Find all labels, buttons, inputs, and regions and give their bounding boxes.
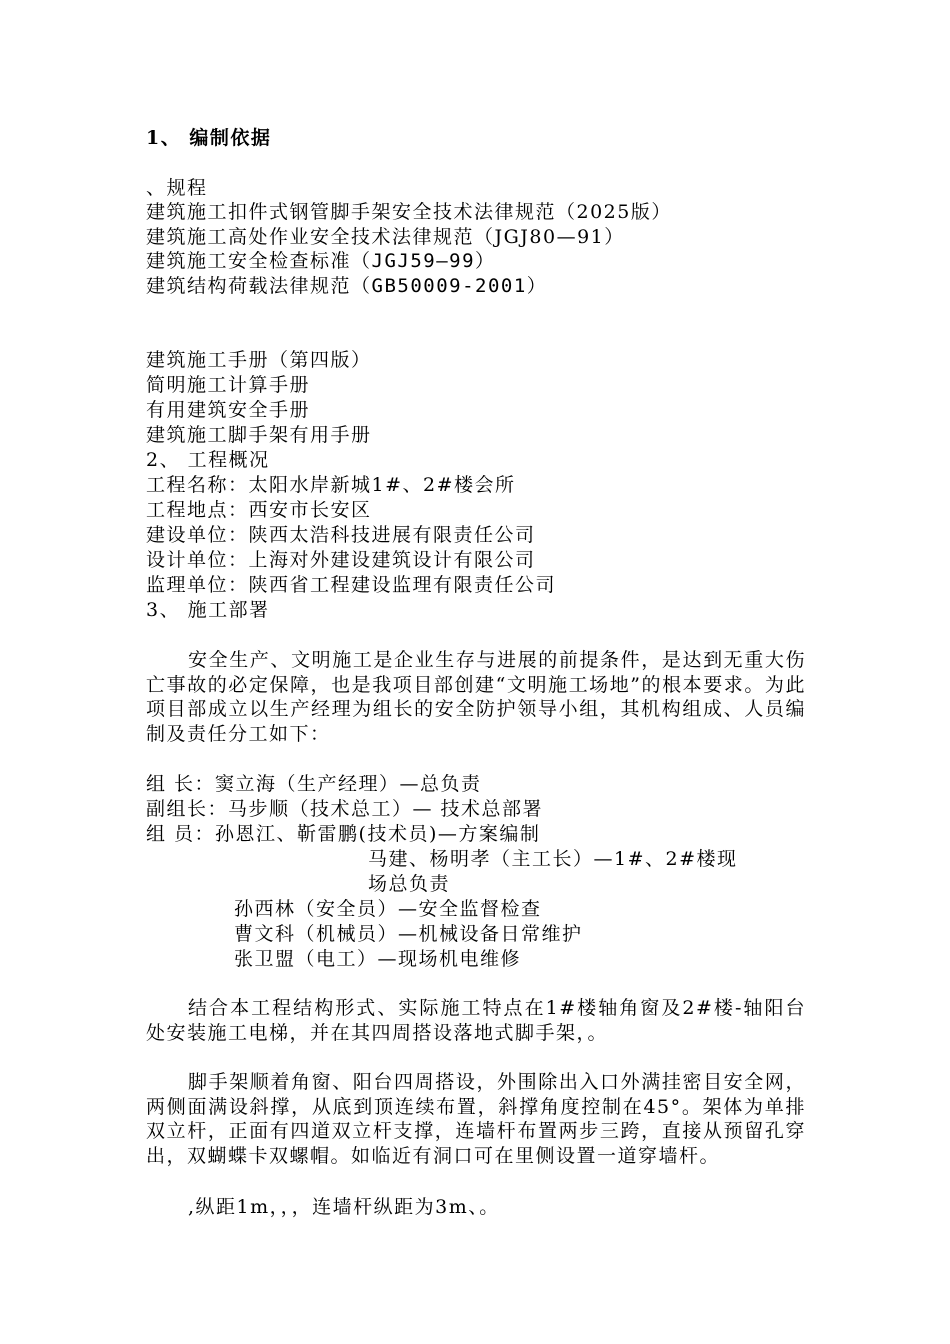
intro-paragraph: 安全生产、文明施工是企业生存与进展的前提条件，是达到无重大伤亡事故的必定保障，也是我项目部创建“文明施工场地”的根本要求。为此项目部成立以生产经理为组长的安全防护领导小组，其机构组成、人员编制及责任分工如下： <box>146 649 806 745</box>
standards-subheading: 、规程 <box>146 177 208 199</box>
team-member-continued: 场总负责 <box>368 873 451 895</box>
team-deputy: 副组长：马步顺（技术总工）— 技术总部署 <box>146 798 544 820</box>
reference-book: 建筑施工手册（第四版） <box>146 349 372 371</box>
team-member: 组 员：孙恩江、靳雷鹏(技术员)—方案编制 <box>146 823 541 845</box>
team-member: 孙西林（安全员）—安全监督检查 <box>234 898 542 920</box>
spacing-paragraph: ,纵距1m，，，连墙杆纵距为3m、。 <box>188 1196 500 1218</box>
team-member: 马建、杨明孝（主工长）—1#、2#楼现 <box>368 848 738 870</box>
team-leader: 组 长：窦立海（生产经理）—总负责 <box>146 773 482 795</box>
supervision-unit: 监理单位：陕西省工程建设监理有限责任公司 <box>146 574 557 596</box>
section2-heading: 2、 工程概况 <box>146 449 270 471</box>
design-unit: 设计单位：上海对外建设建筑设计有限公司 <box>146 549 536 571</box>
standard-item: 建筑结构荷载法律规范（GB50009-2001） <box>146 275 548 297</box>
section3-heading: 3、 施工部署 <box>146 599 270 621</box>
team-member: 曹文科（机械员）—机械设备日常维护 <box>234 923 583 945</box>
reference-book: 建筑施工脚手架有用手册 <box>146 424 372 446</box>
construction-unit: 建设单位：陕西太浩科技进展有限责任公司 <box>146 524 536 546</box>
team-member: 张卫盟（电工）—现场机电维修 <box>234 948 522 970</box>
project-location: 工程地点：西安市长安区 <box>146 499 372 521</box>
standard-item: 建筑施工安全检查标准（JGJ59—99） <box>146 250 496 272</box>
reference-book: 有用建筑安全手册 <box>146 399 311 421</box>
scaffold-paragraph: 脚手架顺着角窗、阳台四周搭设，外围除出入口外满挂密目安全网，两侧面满设斜撑，从底到顶连续布置，斜撑角度控制在45°。架体为单排双立杆，正面有四道双立杆支撑，连墙杆布置两步三跨，直接从预留孔穿出，双蝴蝶卡双螺帽。如临近有洞口可在里侧设置一道穿墙杆。 <box>146 1071 806 1167</box>
project-name: 工程名称：太阳水岸新城1#、2#楼会所 <box>146 474 516 496</box>
reference-book: 简明施工计算手册 <box>146 374 311 396</box>
elevator-paragraph: 结合本工程结构形式、实际施工特点在1#楼轴角窗及2#楼-轴阳台处安装施工电梯，并在其四周搭设落地式脚手架，。 <box>146 997 806 1044</box>
standard-item: 建筑施工扣件式钢管脚手架安全技术法律规范（2025版） <box>146 201 672 223</box>
section1-heading: 1、 编制依据 <box>146 127 272 149</box>
standard-item: 建筑施工高处作业安全技术法律规范（JGJ80—91） <box>146 226 625 248</box>
